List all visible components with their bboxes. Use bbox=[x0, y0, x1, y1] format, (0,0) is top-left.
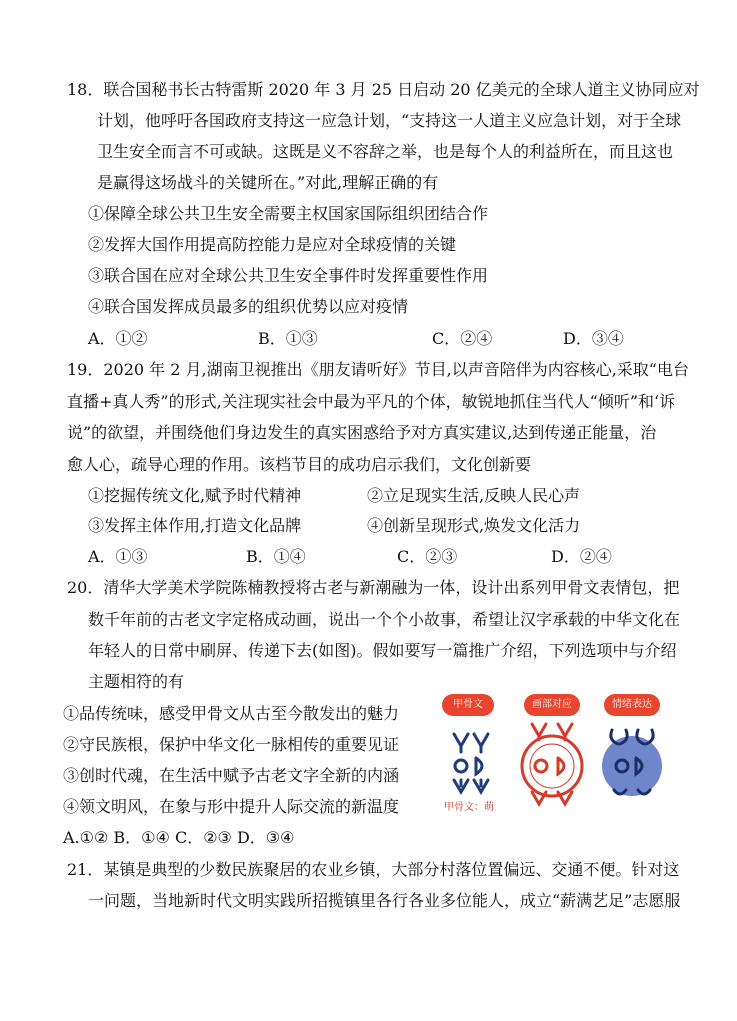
q20-stem-line-3: 年轻人的日常中刷屏、传递下去(如图)。假如要写一篇推广介绍，下列选项中与介绍 bbox=[88, 641, 677, 660]
q19-option-a: A．①③ bbox=[88, 547, 148, 566]
q18-item-1: ①保障全球公共卫生安全需要主权国家国际组织团结合作 bbox=[88, 204, 489, 223]
q18-option-b: B．①③ bbox=[258, 329, 318, 348]
q18-option-a: A．①② bbox=[88, 329, 148, 348]
q20-item-2: ②守民族根，保护中华文化一脉相传的重要见证 bbox=[63, 735, 400, 754]
figure-caption: 甲骨文：萌 bbox=[444, 802, 494, 813]
q20-item-1: ①品传统味，感受甲骨文从古至今散发出的魅力 bbox=[63, 704, 400, 723]
q20-stem-line-1: 20．清华大学美术学院陈楠教授将古老与新潮融为一体，设计出系列甲骨文表情包，把 bbox=[67, 578, 680, 597]
oracle-bone-emoji-figure bbox=[428, 694, 676, 816]
q19-item-2: ②立足现实生活,反映人民心声 bbox=[367, 486, 581, 505]
q19-option-c: C．②③ bbox=[397, 547, 458, 566]
q18-option-d: D．③④ bbox=[563, 329, 624, 348]
q18-option-c: C．②④ bbox=[432, 329, 493, 348]
q19-stem-line-2: 直播+真人秀”的形式,关注现实社会中最为平凡的个体，敏锐地抓住当代人“倾听”和‘诉 bbox=[67, 392, 676, 411]
q19-stem-line-3: 说”的欲望，并围绕他们身边发生的真实困惑给予对方真实建议,达到传递正能量，治 bbox=[67, 423, 657, 442]
q19-option-d: D．②④ bbox=[551, 547, 612, 566]
q18-stem-line-2: 计划，他呼吁各国政府支持这一应急计划，“支持这一人道主义应急计划，对于全球 bbox=[97, 111, 682, 130]
q18-item-2: ②发挥大国作用提高防控能力是应对全球疫情的关键 bbox=[88, 235, 457, 254]
q19-item-3: ③发挥主体作用,打造文化品牌 bbox=[88, 516, 302, 535]
q20-stem-line-4: 主题相符的有 bbox=[88, 672, 185, 691]
figure-badge-mapping: 画部对应 bbox=[524, 694, 580, 716]
figure-badge-emotion: 情绪表达 bbox=[604, 694, 660, 716]
q19-option-b: B．①④ bbox=[246, 547, 306, 566]
q21-stem-line-2: 一问题，当地新时代文明实践所招揽镇里各行各业多位能人，成立“薪满艺足”志愿服 bbox=[88, 891, 681, 910]
q20-item-3: ③创时代魂，在生活中赋予古老文字全新的内涵 bbox=[63, 766, 400, 785]
q20-options: A.①② B．①④ C．②③ D．③④ bbox=[63, 828, 295, 847]
q18-stem-line-3: 卫生安全而言不可或缺。这既是义不容辞之举，也是每个人的利益所在，而且这也 bbox=[97, 142, 674, 161]
q18-item-4: ④联合国发挥成员最多的组织优势以应对疫情 bbox=[88, 297, 409, 316]
q20-item-4: ④领文明风，在象与形中提升人际交流的新温度 bbox=[63, 797, 400, 816]
q21-stem-line-1: 21．某镇是典型的少数民族聚居的农业乡镇，大部分村落位置偏远、交通不便。针对这 bbox=[67, 860, 680, 879]
q19-stem-line-1: 19．2020 年 2 月,湖南卫视推出《朋友请听好》节目,以声音陪伴为内容核心,采取“电台 bbox=[67, 360, 689, 379]
q20-stem-line-2: 数千年前的古老文字定格成动画，说出一个个小故事，希望让汉字承载的中华文化在 bbox=[88, 610, 681, 629]
q18-item-3: ③联合国在应对全球公共卫生安全事件时发挥重要性作用 bbox=[88, 266, 489, 285]
q18-stem-line-1: 18．联合国秘书长古特雷斯 2020 年 3 月 25 日启动 20 亿美元的全球人道主义协同应对 bbox=[67, 80, 700, 99]
q19-item-1: ①挖掘传统文化,赋予时代精神 bbox=[88, 486, 302, 505]
q18-stem-line-4: 是赢得这场战斗的关键所在。”对此,理解正确的有 bbox=[97, 173, 439, 192]
q19-stem-line-4: 愈人心，疏导心理的作用。该档节目的成功启示我们，文化创新要 bbox=[67, 455, 532, 474]
q19-item-4: ④创新呈现形式,焕发文化活力 bbox=[367, 516, 581, 535]
figure-badge-oracle: 甲骨文 bbox=[442, 694, 494, 716]
